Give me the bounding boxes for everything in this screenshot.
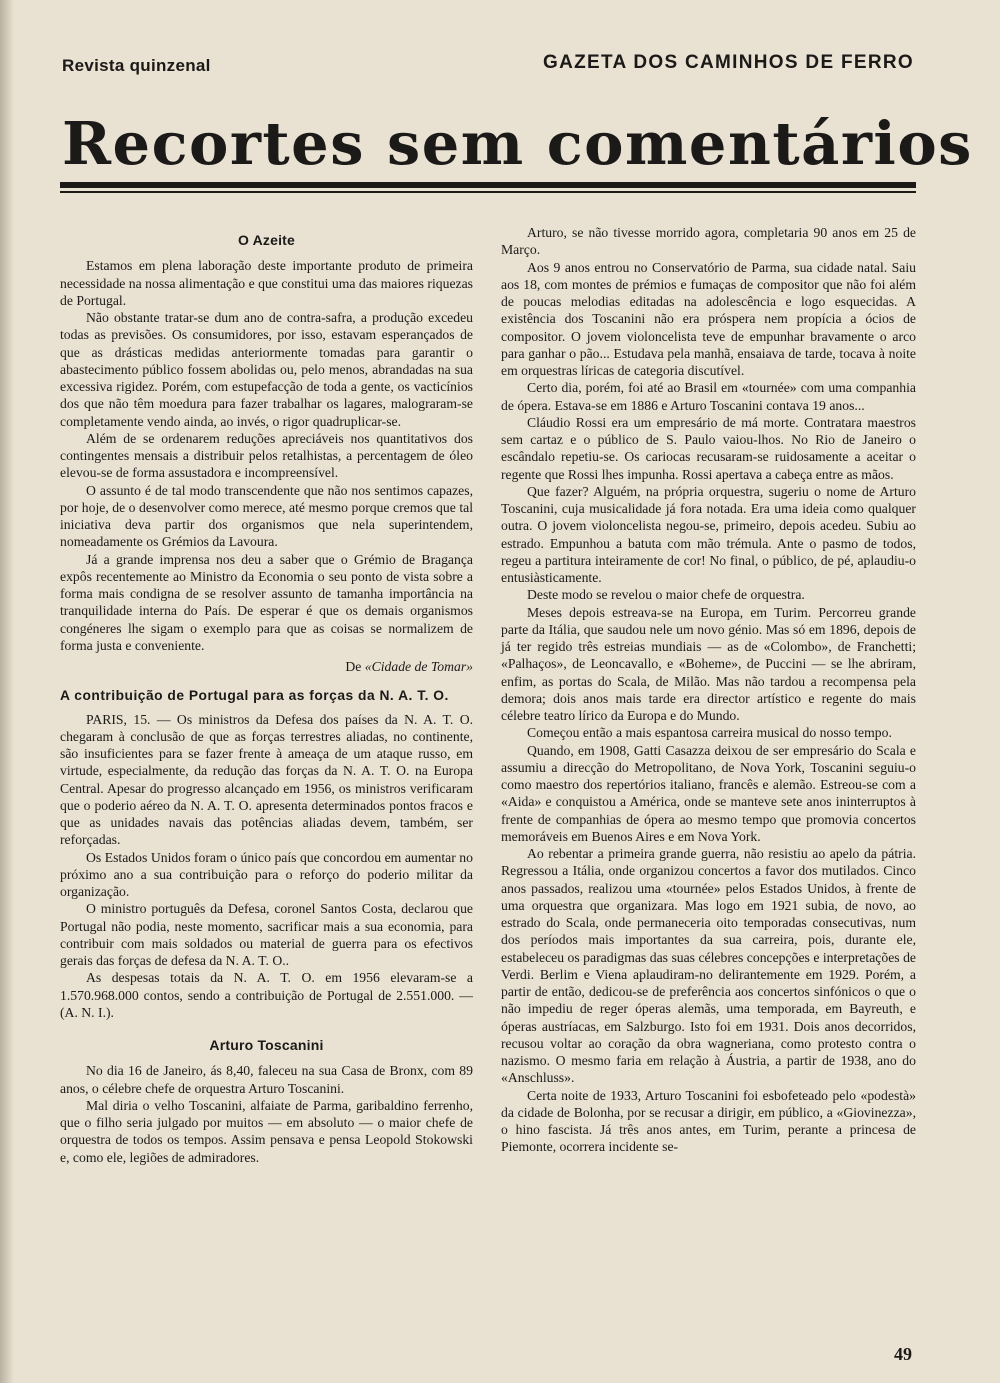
article-paragraph: Arturo, se não tivesse morrido agora, completaria 90 anos em 25 de Março. xyxy=(501,225,916,258)
article-paragraph: Meses depois estreava-se na Europa, em Turim. Percorreu grande parte da Itália, que saudou nele um novo génio. Mas só em 1896, depois de já ter regido três estreias mundiais — as de «Colombo», de Franchetti; «Palhaços», de Leoncavallo, e «Boheme», de Puccini — se lhe abriram, enfim, as portas do Scala, de Milão. Mas não tardou a recompensa pela demora; dois anos mais tarde era director artístico e regente do mais célebre teatro lírico da Europa e do Mundo. xyxy=(501,604,916,723)
header-publication-name: GAZETA DOS CAMINHOS DE FERRO xyxy=(542,52,914,73)
article-paragraph: Deste modo se revelou o maior chefe de orquestra. xyxy=(527,587,805,603)
article-paragraph: Começou então a mais espantosa carreira musical do nosso tempo. xyxy=(527,725,892,741)
article-heading-toscanini: Arturo Toscanini xyxy=(209,1037,324,1053)
article-paragraph: Além de se ordenarem reduções apreciáveis nos quantitativos dos contingentes mensais a distribuir pelos retalhistas, a percentagem de óleo elevou-se de forma assustadora e incompreensível. xyxy=(60,430,473,481)
title-rule-thin xyxy=(60,191,916,193)
article-paragraph: Estamos em plena laboração deste importante produto de primeira necessidade na nossa alimentação e que constitui uma das maiores riquezas de Portugal. xyxy=(60,258,473,308)
page-binding-shadow xyxy=(0,0,14,1383)
article-paragraph: Aos 9 anos entrou no Conservatório de Parma, sua cidade natal. Saiu aos 18, com montes de prémios e fumaças de compositor que não foi além de poucas melodias editadas na adolescência e logo esquecidas. A existência dos Toscanini não era próspera nem propícia a ócios de compositor. O jovem violoncelista teve de empunhar bravamente o arco para ganhar o pão... Estudava pela manhã, ensaiava de tarde, tocava à noite em orquestras líricas de categoria discutível. xyxy=(501,259,916,378)
article-paragraph: Cláudio Rossi era um empresário de má morte. Contratara maestros sem cartaz e o público de S. Paulo vaiou-lhos. No Rio de Janeiro o escândalo repetiu-se. Os cariocas recusaram-se ruidosamente a aceitar o regente que Rossi lhes impunha. Rossi apertava a cabeça entre as mãos. xyxy=(501,414,916,482)
source-name: «Cidade de Tomar» xyxy=(364,659,473,674)
source-prefix: De xyxy=(345,659,365,674)
article-paragraph: Ao rebentar a primeira grande guerra, não resistiu ao apelo da pátria. Regressou a Itália, onde organizou concertos a favor dos mutilados. Cinco anos passados, realizou uma «tournée» pelos Estados Unidos, à frente de uma orquestra que organizara. Mas logo em 1921 subia, de novo, ao estrado do Scala, onde permaneceria oito temporadas consecutivas, num dos períodos mais importantes da sua carreira, pois, durante ele, estabeleceu os paradigmas das suas célebres concepções e interpretações de Verdi. Berlim e Viena aplaudiram-no delirantemente em 1929. Porém, a partir de então, dedicou-se de preferência aos concertos sinfónicos o que o não impediu de reger óperas alemãs, uma temporada, em Bayreuth, e óperas austríacas, em Salzburgo. Isto foi em 1931. Dois anos decorridos, recusou voltar ao coração da obra wagneriana, como protesto contra o nazismo. O mesmo faria em relação à Áustria, a partir de 1938, ano do «Anschluss». xyxy=(501,846,916,1086)
article-paragraph: No dia 16 de Janeiro, ás 8,40, faleceu na sua Casa de Bronx, com 89 anos, o célebre chefe de orquestra Arturo Toscanini. xyxy=(60,1063,473,1096)
right-column xyxy=(501,224,916,1156)
article-paragraph: Quando, em 1908, Gatti Casazza deixou de ser empresário do Scala e assumiu a direcção do Metropolitano, de Nova York, Toscanini seguiu-o como maestro dos repertórios italiano, francês e alemão. Estreou-se com a «Aida» e conquistou a América, onde se manteve sete anos ininterruptos à frente de companhias de ópera ao mesmo tempo que promovia concertos memoráveis em Buenos Aires e em Nova York. xyxy=(501,742,916,844)
title-rule-thick xyxy=(60,182,916,188)
page-title: Recortes sem comentários xyxy=(62,109,973,178)
article-heading-azeite: O Azeite xyxy=(237,232,296,248)
article-paragraph: O assunto é de tal modo transcendente que não nos sentimos capazes, por hoje, de o desenvolver como merece, até mesmo porque cremos que tal iniciativa deva partir dos organismos que nela superintendem, nomeadamente os Grémios da Lavoura. xyxy=(60,482,473,550)
header-periodicity: Revista quinzenal xyxy=(62,56,211,75)
page-number: 49 xyxy=(894,1344,912,1364)
article-paragraph: O ministro português da Defesa, coronel Santos Costa, declarou que Portugal não podia, neste momento, sacrificar mais a sua economia, para contribuir com mais soldados ou material de guerra para os efectivos gerais das forças de defesa da N. A. T. O.. xyxy=(60,901,473,968)
article-paragraph: Já a grande imprensa nos deu a saber que o Grémio de Bragança expôs recentemente ao Ministro da Economia o seu ponto de vista sobre a forma mais condigna de se resolver assunto de tamanha importância na tranquilidade interna do País. De esperar é que os demais organismos congéneres lhe sigam o exemplo para que as coisas se normalizem de forma justa e conveniente. xyxy=(60,551,473,653)
article-source xyxy=(60,658,473,675)
article-paragraph: Não obstante tratar-se dum ano de contra-safra, a produção excedeu todas as previsões. Os consumidores, por isso, estavam esperançados de que as drásticas medidas anteriormente tomadas para garantir o abastecimento público fossem abolidas ou, pelo menos, abrandadas na sua excessiva rigidez. Porém, com estupefacção de toda a gente, os vacticínios dos que não têm moedura para fazer trabalhar os lagares, malograram-se completamente vendo ainda, ao invés, o rigor quadruplicar-se. xyxy=(60,310,473,429)
left-column xyxy=(60,226,473,1166)
article-heading-nato: A contribuição de Portugal para as forças da N. A. T. O. xyxy=(60,688,449,704)
article-paragraph: Que fazer? Alguém, na própria orquestra, sugeriu o nome de Arturo Toscanini, cuja musicalidade já fora notada. Era uma ideia como qualquer outra. O jovem violoncelista negou-se, primeiro, depois acedeu. Subiu ao estrado. Empunhou a batuta com mão trémula. Ante o pasmo de todos, regeu a partitura inteiramente de cor! No final, o público, de pé, aplaudiu-o entusiàsticamente. xyxy=(501,483,916,585)
article-paragraph: As despesas totais da N. A. T. O. em 1956 elevaram-se a 1.570.968.000 contos, sendo a contribuição de Portugal de 2.551.000. — (A. N. I.). xyxy=(60,970,473,1020)
article-paragraph: PARIS, 15. — Os ministros da Defesa dos países da N. A. T. O. chegaram à conclusão de que as forças terrestres aliadas, no continente, são insuficientes para se fazer frente à ameaça de um ataque russo, em virtude, especialmente, da redução das forças da N. A. T. O. na Europa Central. Apesar do progresso alcançado em 1956, os ministros verificaram que o poderio aéreo da N. A. T. O. apresenta determinados pontos fracos e que as unidades navais das potências aliadas devem, também, ser reforçadas. xyxy=(60,711,473,848)
article-paragraph: Certo dia, porém, foi até ao Brasil em «tournée» com uma companhia de ópera. Estava-se em 1886 e Arturo Toscanini contava 19 anos... xyxy=(501,380,916,413)
article-paragraph: Mal diria o velho Toscanini, alfaiate de Parma, garibaldino ferrenho, que o filho seria julgado por muitos — em absoluto — o maior chefe de orquestra de todos os tempos. Assim pensava e pensa Leopold Stokowski e, como ele, legiões de admiradores. xyxy=(60,1097,473,1165)
article-paragraph: Os Estados Unidos foram o único país que concordou em aumentar no próximo ano a sua contribuição para o reforço do poderio militar da organização. xyxy=(60,849,473,899)
article-paragraph: Certa noite de 1933, Arturo Toscanini foi esbofeteado pelo «podestà» da cidade de Bolonha, por se recusar a dirigir, em público, a «Giovinezza», o hino fascista. Já três anos antes, em Turim, perante a princesa de Piemonte, ocorrera incidente se- xyxy=(501,1087,916,1155)
